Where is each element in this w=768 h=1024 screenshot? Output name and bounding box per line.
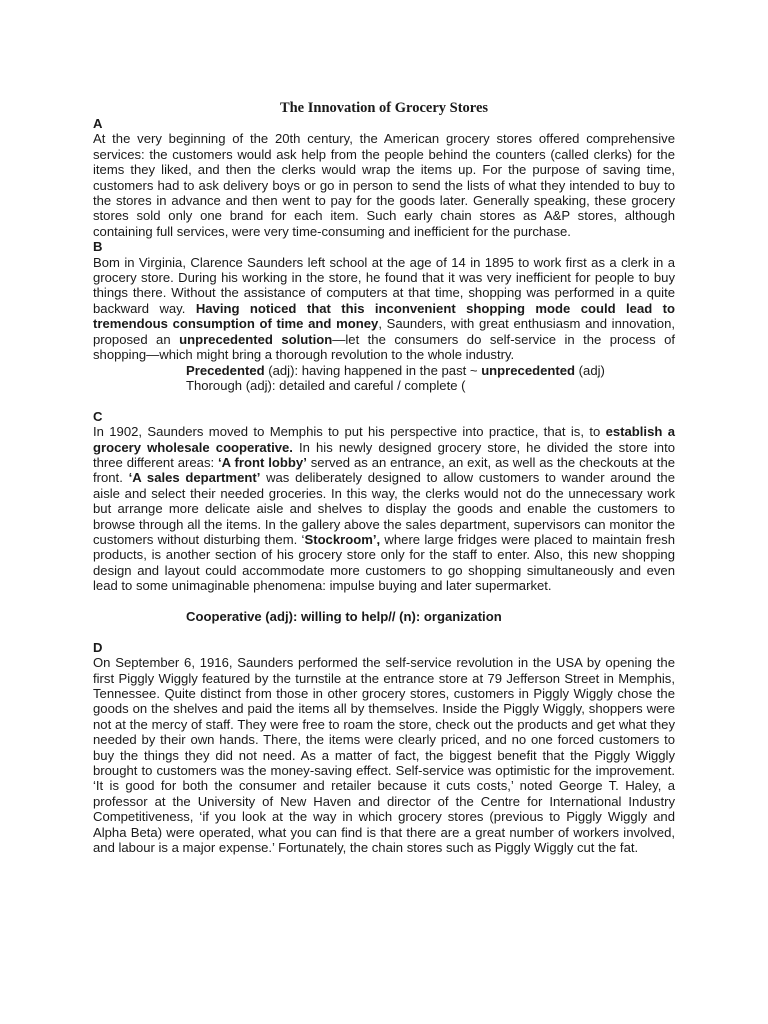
section-b-bold-1: Having noticed that this inconvenient shopping mode could lead to tremendous consumption of time and money	[93, 300, 676, 332]
section-a-paragraph: At the very beginning of the 20th century, the American grocery stores offered comprehensive services: the customers would ask help from the people behind the counters (called clerks) for the items they liked, and then the clerks would wrap the items up. For the purpose of saving time, customers had to ask delivery boys or go in person to send the lists of what they intended to buy to the stores in advance and then went to pay for the goods later. Generally speaking, these grocery stores sold only one brand for each item. Such early chain stores as A&P stores, although containing full services, were very time-consuming and inefficient for the purchase.	[93, 131, 675, 239]
vocab-note-thorough: Thorough (adj): detailed and careful / complete (	[186, 377, 466, 393]
page-title: The Innovation of Grocery Stores	[279, 100, 489, 116]
section-b-text-1: Bom in Virginia, Clarence Saunders left school at the age of 14 in 1895 to work first as a clerk in a grocery store. During his working in the store, he found that it was very inefficient for people to buy things there. Without the assistance of computers at that time, shopping was performed in a quite backward way.	[93, 254, 675, 316]
spacer	[93, 624, 675, 639]
section-a-label: A	[93, 116, 103, 131]
section-c-bold-4: Stockroom’,	[304, 531, 381, 547]
vocab-pos-unprecedented: (adj)	[575, 362, 605, 378]
section-d-label: D	[93, 639, 103, 655]
section-c-text-3: served as an entrance, an exit, as well as the checkouts at the front.	[93, 454, 676, 486]
section-c-text-4: was deliberately designed to allow customers to wander around the aisle and select their needed groceries. In this way, the clerks would not do the unnecessary work but arrange more delicate aisle and shelves to display the goods and enable the customers to browse through all the items. In the gallery above the sales department, supervisors can monitor the customers without disturbing them. ‘	[93, 470, 675, 547]
section-c-label: C	[93, 408, 103, 424]
section-b-text-2: , Saunders, with great enthusiasm and innovation, proposed an	[93, 316, 675, 347]
vocab-note-cooperative: Cooperative (adj): willing to help// (n): organization	[186, 608, 502, 624]
vocab-note-precedented	[186, 363, 675, 378]
section-d-paragraph: On September 6, 1916, Saunders performed the self-service revolution in the USA by opening the first Piggly Wiggly featured by the turnstile at the entrance store at 79 Jefferson Street in Memphis, Tennessee. Quite distinct from those in other grocery stores, customers in Piggly Wiggly chose the goods on the shelves and paid the items all by themselves. Inside the Piggly Wiggly, shoppers were not at the mercy of staff. They were free to roam the store, check out the products and get what they needed by their own hands. There, the items were clearly priced, and no one forced customers to buy the things they did not need. As a matter of fact, the biggest benefit that the Piggly Wiggly brought to customers was the money-saving effect. Self-service was optimistic for the improvement. ‘It is good for both the consumer and retailer because it cuts costs,’ noted George T. Haley, a professor at the University of New Haven and director of the Centre for International Industry Competitiveness, ‘if you look at the way in which grocery stores (previous to Piggly Wiggly and Alpha Beta) were operated, what you can find is that there are a great number of workers involved, and labour is a major expense.’ Fortunately, the chain stores such as Piggly Wiggly cut the fat.	[93, 655, 675, 856]
section-c-text-5: where large fridges were placed to maintain fresh products, is another section of his grocery store only for the staff to enter. Also, this new shopping design and layout could accommodate more customers to go shopping simultaneously and even lead to some unimaginable phenomena: impulse buying and later supermarket.	[93, 531, 675, 594]
section-b-text-3: —let the consumers do self-service in the process of shopping—which might bring a thorough revolution to the whole industry.	[93, 331, 675, 363]
section-c-bold-2: ‘A front lobby’	[218, 454, 307, 470]
section-b-bold-2: unprecedented solution	[179, 331, 333, 347]
section-b-paragraph	[93, 255, 675, 363]
spacer	[93, 594, 675, 609]
vocab-term-precedented: Precedented	[186, 362, 265, 378]
spacer	[93, 393, 675, 408]
section-c-text-2: In his newly designed grocery store, he divided the store into three different areas:	[93, 439, 675, 470]
vocab-term-unprecedented: unprecedented	[481, 362, 576, 378]
section-c-paragraph	[93, 424, 675, 593]
section-b-label: B	[93, 239, 103, 255]
section-c-bold-3: ‘A sales department’	[128, 470, 261, 486]
document-body	[93, 116, 675, 855]
vocab-def-precedented: (adj): having happened in the past ~	[264, 362, 482, 378]
section-c-bold-1: establish a grocery wholesale cooperative.	[93, 424, 675, 455]
section-c-text-1: In 1902, Saunders moved to Memphis to put his perspective into practice, that is, to	[93, 424, 606, 440]
